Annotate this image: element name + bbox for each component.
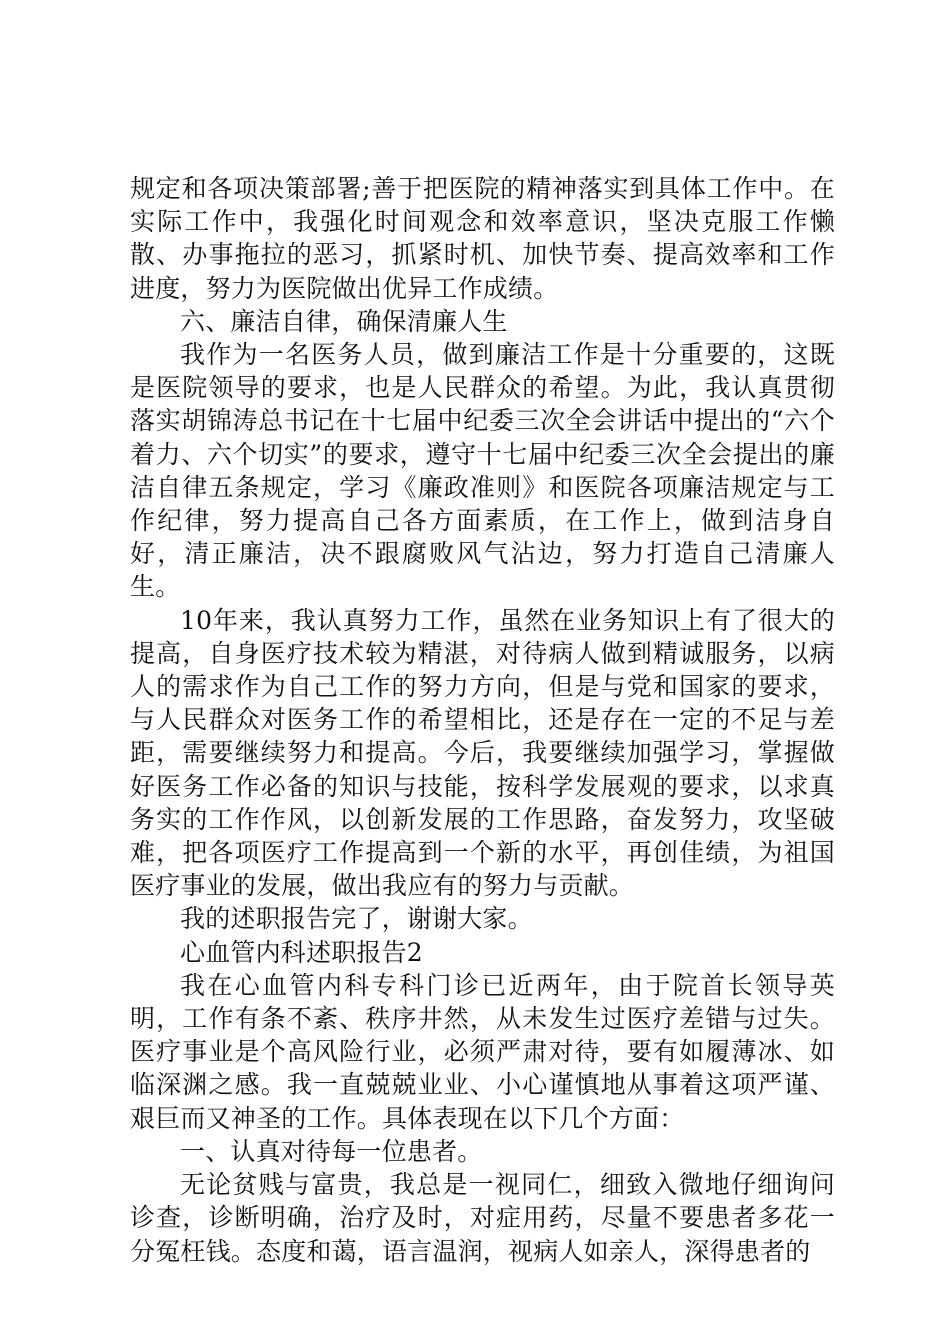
- paragraph: 我的述职报告完了，谢谢大家。: [180, 904, 533, 934]
- report-title: 心血管内科述职报告2: [180, 937, 423, 967]
- paragraph: 我作为一名医务人员，做到廉洁工作是十分重要的，这既是医院领导的要求，也是人民群众的希望。为此，我认真贯彻落实胡锦涛总书记在十七届中纪委三次全会讲话中提出的“六个着力、六个切实”的要求，遵守十七届中纪委三次全会提出的廉洁自律五条规定，学习《廉政准则》和医院各项廉洁规定与工作纪律，努力提高自己各方面素质，在工作上，做到洁身自好，清正廉洁，决不跟腐败风气沾边，努力打造自己清廉人生。: [130, 340, 835, 602]
- paragraph: 我在心血管内科专科门诊已近两年，由于院首长领导英明，工作有条不紊、秩序井然，从未发生过医疗差错与过失。医疗事业是个高风险行业，必须严肃对待，要有如履薄冰、如临深渊之感。我一直兢兢业业、小心谨慎地从事着这项严谨、艰巨而又神圣的工作。具体表现在以下几个方面：: [130, 970, 835, 1133]
- section-heading: 一、认真对待每一位患者。: [180, 1136, 483, 1166]
- document-body: [130, 172, 835, 1268]
- section-heading: 六、廉洁自律，确保清廉人生: [180, 306, 508, 336]
- paragraph: 无论贫贱与富贵，我总是一视同仁，细致入微地仔细询问诊查，诊断明确，治疗及时，对症用药，尽量不要患者多花一分冤枉钱。态度和蔼，语言温润，视病人如亲人，深得患者的: [130, 1170, 835, 1266]
- paragraph: 10年来，我认真努力工作，虽然在业务知识上有了很大的提高，自身医疗技术较为精湛，对待病人做到精诚服务，以病人的需求作为自己工作的努力方向，但是与党和国家的要求，与人民群众对医务工作的希望相比，还是存在一定的不足与差距，需要继续努力和提高。今后，我要继续加强学习，掌握做好医务工作必备的知识与技能，按科学发展观的要求，以求真务实的工作作风，以创新发展的工作思路，奋发努力，攻坚破难，把各项医疗工作提高到一个新的水平，再创佳绩，为祖国医疗事业的发展，做出我应有的努力与贡献。: [130, 605, 835, 901]
- paragraph: 规定和各项决策部署;善于把医院的精神落实到具体工作中。在实际工作中，我强化时间观念和效率意识，坚决克服工作懒散、办事拖拉的恶习，抓紧时机、加快节奏、提高效率和工作进度，努力为医院做出优异工作成绩。: [130, 174, 835, 303]
